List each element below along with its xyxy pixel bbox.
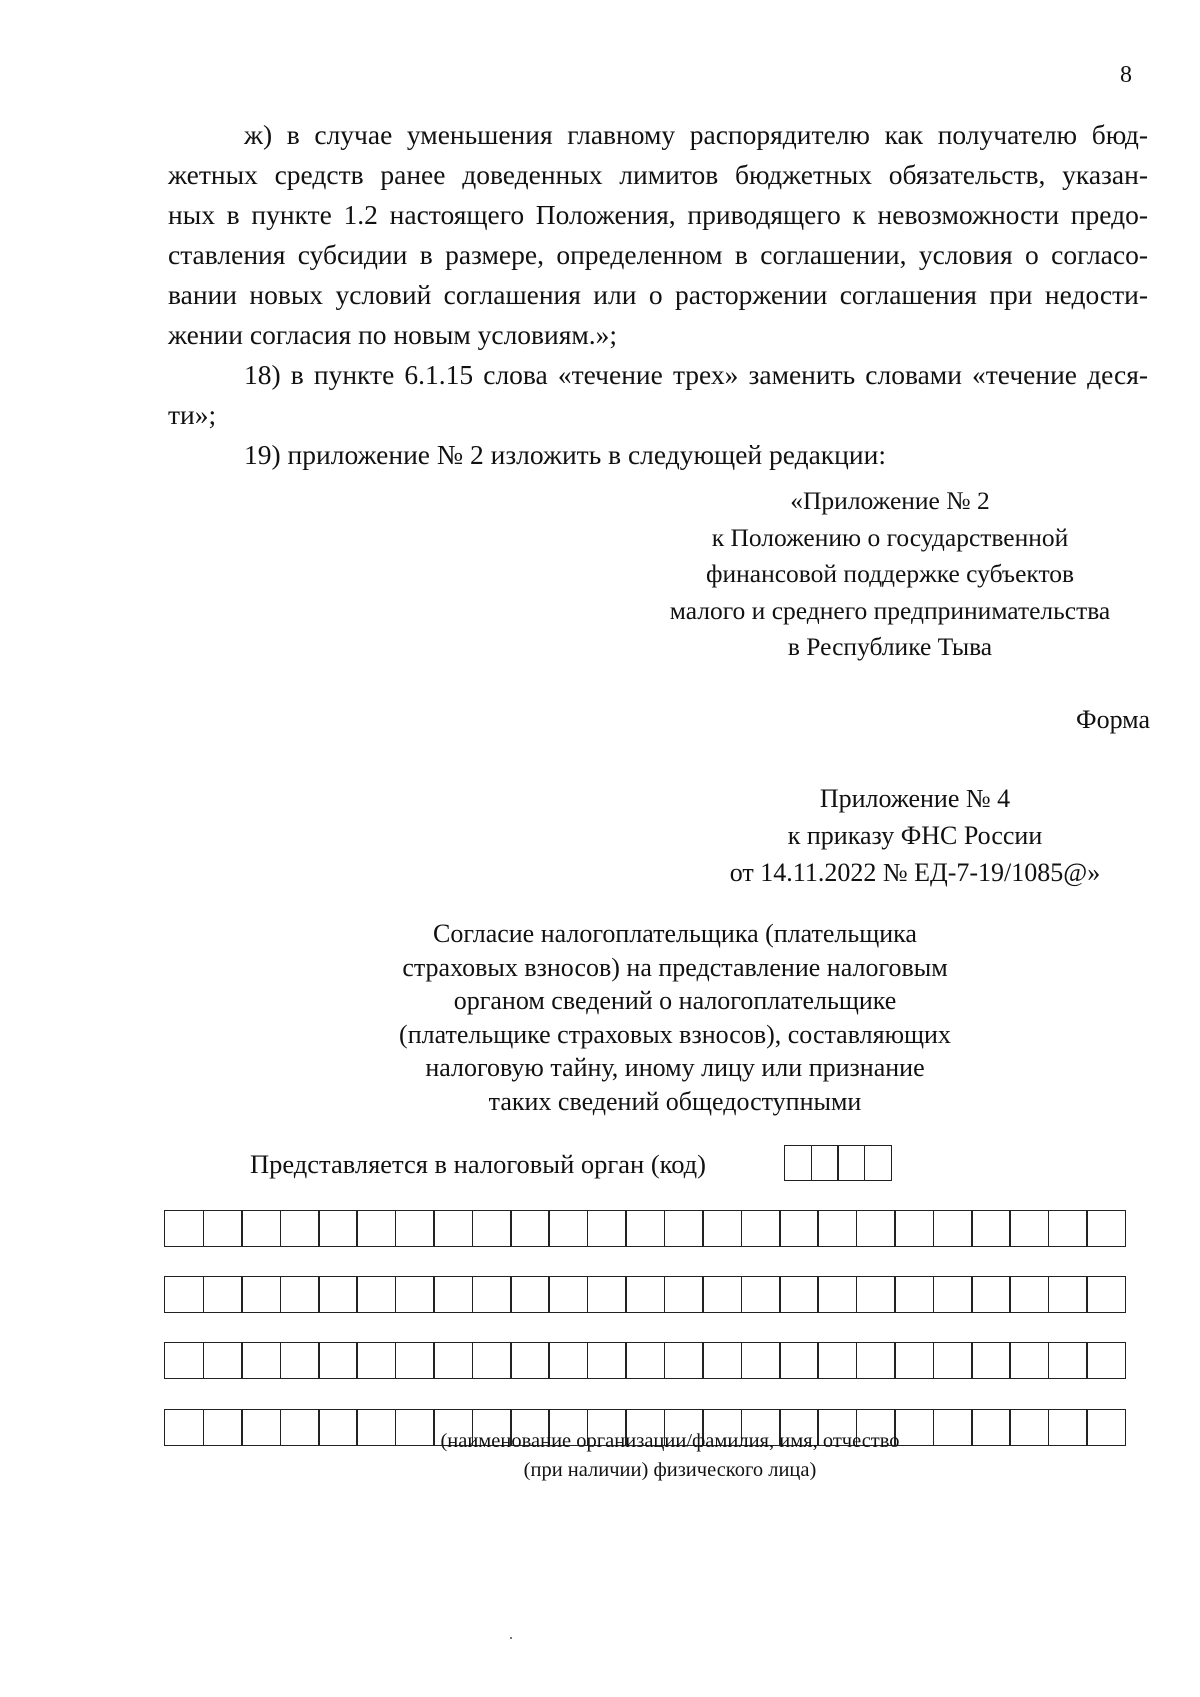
- code-cell[interactable]: [811, 1145, 839, 1181]
- name-field-cell[interactable]: [164, 1342, 204, 1379]
- name-field-cell[interactable]: [741, 1342, 781, 1379]
- name-field-cell[interactable]: [203, 1342, 243, 1379]
- form-title-line: (плательщике страховых взносов), составляющих: [399, 1019, 951, 1049]
- name-field-cell[interactable]: [1009, 1409, 1049, 1446]
- appendix-2-line: финансовой поддержке субъектов: [705, 559, 1075, 588]
- name-field-cell[interactable]: [433, 1210, 473, 1247]
- name-field-cell[interactable]: [779, 1276, 819, 1313]
- name-field-cell[interactable]: [280, 1210, 320, 1247]
- paragraph-18-line: ти»;: [168, 399, 217, 430]
- name-field-cell[interactable]: [664, 1276, 704, 1313]
- name-field-cell[interactable]: [241, 1276, 281, 1313]
- name-field-cell[interactable]: [510, 1276, 550, 1313]
- name-field-cell[interactable]: [664, 1210, 704, 1247]
- name-field-cell[interactable]: [779, 1342, 819, 1379]
- name-field-cell[interactable]: [894, 1210, 934, 1247]
- name-field-cell[interactable]: [318, 1210, 358, 1247]
- name-field-cell[interactable]: [318, 1276, 358, 1313]
- name-field-cell[interactable]: [280, 1409, 320, 1446]
- paragraph-zh-line: ставления субсидии в размере, определенном в соглашении, условия о согласо-: [168, 239, 1148, 270]
- code-cell[interactable]: [784, 1145, 812, 1181]
- form-label: Форма: [1076, 705, 1150, 734]
- name-field-cell[interactable]: [510, 1342, 550, 1379]
- name-field-cell[interactable]: [433, 1342, 473, 1379]
- name-field-cell[interactable]: [472, 1210, 512, 1247]
- name-field-cell[interactable]: [164, 1210, 204, 1247]
- tax-authority-label: Представляется в налоговый орган (код): [250, 1149, 706, 1179]
- name-field-cell[interactable]: [510, 1210, 550, 1247]
- name-field-cell[interactable]: [971, 1409, 1011, 1446]
- name-field-cell[interactable]: [1086, 1210, 1126, 1247]
- appendix-4-line: к приказу ФНС России: [787, 821, 1043, 850]
- name-field-cell[interactable]: [702, 1342, 742, 1379]
- paragraph-zh-line: ных в пункте 1.2 настоящего Положения, приводящего к невозможности предо-: [168, 199, 1148, 230]
- name-field-cell[interactable]: [1086, 1409, 1126, 1446]
- appendix-2-line: малого и среднего предпринимательства: [669, 595, 1111, 625]
- appendix-2-header: [640, 483, 1140, 666]
- paragraph-zh-line: жении согласия по новым условиям.»;: [168, 319, 618, 350]
- name-field-cell[interactable]: [587, 1342, 627, 1379]
- name-field-cell[interactable]: [971, 1276, 1011, 1313]
- name-field-cell[interactable]: [472, 1276, 512, 1313]
- name-field-cell[interactable]: [625, 1210, 665, 1247]
- name-field-cell[interactable]: [894, 1342, 934, 1379]
- name-field-cell[interactable]: [817, 1342, 857, 1379]
- form-title-line: Согласие налогоплательщика (плательщика: [433, 919, 917, 948]
- name-field-cell[interactable]: [241, 1210, 281, 1247]
- name-field-row[interactable]: [166, 1276, 1126, 1313]
- name-field-cell[interactable]: [395, 1276, 435, 1313]
- name-field-cell[interactable]: [664, 1342, 704, 1379]
- name-field-cell[interactable]: [356, 1342, 396, 1379]
- scan-speck: [510, 1637, 512, 1639]
- name-field-row[interactable]: [166, 1342, 1126, 1379]
- name-field-cell[interactable]: [741, 1210, 781, 1247]
- name-field-cell[interactable]: [971, 1342, 1011, 1379]
- name-field-cell[interactable]: [241, 1342, 281, 1379]
- name-field-cell[interactable]: [702, 1210, 742, 1247]
- name-field-cell[interactable]: [203, 1210, 243, 1247]
- name-field-cell[interactable]: [356, 1276, 396, 1313]
- name-field-cell[interactable]: [318, 1409, 358, 1446]
- name-field-cell[interactable]: [587, 1210, 627, 1247]
- paragraph-zh-line: вании новых условий соглашения или о расторжении соглашения при недости-: [168, 279, 1148, 310]
- appendix-4-line: от 14.11.2022 № ЕД-7-19/1085@»: [729, 858, 1101, 887]
- page-number: 8: [1120, 62, 1132, 88]
- appendix-2-line: в Республике Тыва: [787, 632, 993, 661]
- name-field-cell[interactable]: [625, 1276, 665, 1313]
- name-field-cell[interactable]: [395, 1210, 435, 1247]
- paragraph-18-line: 18) в пункте 6.1.15 слова «течение трех» заменить словами «течение деся-: [244, 359, 1148, 390]
- name-field-cell[interactable]: [817, 1210, 857, 1247]
- name-field-cell[interactable]: [1048, 1276, 1088, 1313]
- caption-line: (наименование организации/фамилия, имя, отчество: [440, 1430, 900, 1452]
- name-field-cell[interactable]: [1086, 1342, 1126, 1379]
- appendix-2-line: «Приложение № 2: [790, 486, 990, 515]
- name-field-cell[interactable]: [318, 1342, 358, 1379]
- name-field-cell[interactable]: [241, 1409, 281, 1446]
- name-field-cell[interactable]: [548, 1342, 588, 1379]
- name-field-cell[interactable]: [856, 1210, 896, 1247]
- form-title-line: органом сведений о налогоплательщике: [453, 986, 897, 1015]
- form-title-line: страховых взносов) на представление налоговым: [402, 952, 948, 982]
- appendix-4-line: Приложение № 4: [819, 784, 1011, 813]
- name-field-cell[interactable]: [472, 1342, 512, 1379]
- name-field-caption: [370, 1427, 970, 1485]
- form-title-line: таких сведений общедоступными: [488, 1086, 862, 1116]
- paragraph-zh-line: ж) в случае уменьшения главному распорядителю как получателю бюд-: [244, 119, 1148, 150]
- name-field-cell[interactable]: [395, 1342, 435, 1379]
- name-field-cell[interactable]: [894, 1276, 934, 1313]
- name-field-cell[interactable]: [280, 1342, 320, 1379]
- name-field-cell[interactable]: [433, 1276, 473, 1313]
- name-field-cell[interactable]: [856, 1342, 896, 1379]
- name-field-cell[interactable]: [164, 1276, 204, 1313]
- name-field-cell[interactable]: [1048, 1342, 1088, 1379]
- paragraph-zh-line: жетных средств ранее доведенных лимитов бюджетных обязательств, указан-: [168, 159, 1148, 190]
- body-text: [168, 115, 1148, 475]
- name-field-cell[interactable]: [1009, 1210, 1049, 1247]
- form-title: [330, 917, 1020, 1118]
- name-field-cell[interactable]: [856, 1276, 896, 1313]
- name-field-cell[interactable]: [1048, 1210, 1088, 1247]
- name-field-cell[interactable]: [741, 1276, 781, 1313]
- name-field-cell[interactable]: [933, 1210, 973, 1247]
- code-cell[interactable]: [864, 1145, 892, 1181]
- paragraph-19: 19) приложение № 2 изложить в следующей редакции:: [244, 439, 886, 470]
- name-field-cell[interactable]: [356, 1210, 396, 1247]
- name-field-cell[interactable]: [164, 1409, 204, 1446]
- name-field-cell[interactable]: [203, 1276, 243, 1313]
- appendix-2-line: к Положению о государственной: [711, 522, 1069, 552]
- caption-line: (при наличии) физического лица): [523, 1459, 817, 1481]
- name-field-cell[interactable]: [1009, 1342, 1049, 1379]
- name-field-cell[interactable]: [587, 1276, 627, 1313]
- name-field-cell[interactable]: [817, 1276, 857, 1313]
- name-field-cell[interactable]: [203, 1409, 243, 1446]
- name-field-cell[interactable]: [1009, 1276, 1049, 1313]
- name-field-cell[interactable]: [548, 1210, 588, 1247]
- name-field-cell[interactable]: [933, 1342, 973, 1379]
- name-field-cell[interactable]: [702, 1276, 742, 1313]
- name-field-row[interactable]: [166, 1210, 1126, 1247]
- name-field-cell[interactable]: [280, 1276, 320, 1313]
- name-field-cell[interactable]: [548, 1276, 588, 1313]
- name-field-cell[interactable]: [625, 1342, 665, 1379]
- tax-authority-code-field[interactable]: [786, 1145, 892, 1181]
- name-field-cell[interactable]: [971, 1210, 1011, 1247]
- name-field-cell[interactable]: [779, 1210, 819, 1247]
- appendix-4-header: [700, 780, 1130, 891]
- code-cell[interactable]: [837, 1145, 865, 1181]
- name-field-cell[interactable]: [933, 1276, 973, 1313]
- name-field-cell[interactable]: [1086, 1276, 1126, 1313]
- form-title-line: налоговую тайну, иному лицу или признание: [425, 1053, 925, 1082]
- name-field-cell[interactable]: [1048, 1409, 1088, 1446]
